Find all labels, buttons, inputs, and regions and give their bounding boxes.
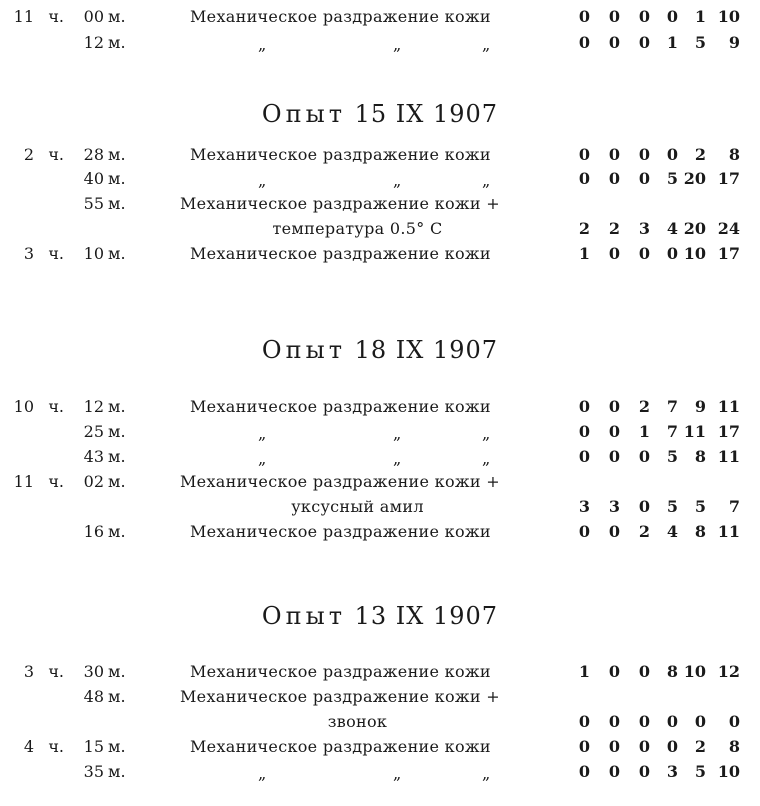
reading-value: 0 (578, 712, 590, 731)
hour-unit: ч. (48, 397, 64, 416)
ditto-mark: „ (482, 171, 491, 190)
reading-value: 0 (578, 762, 590, 781)
experiment-word: Опыт (261, 602, 346, 630)
reading-value: 8 (728, 145, 740, 164)
reading-value: 3 (608, 497, 620, 516)
ditto-mark: „ (482, 449, 491, 468)
minute-value: 02 (83, 472, 104, 491)
reading-value: 0 (638, 145, 650, 164)
reading-value: 3 (638, 219, 650, 238)
table-row (0, 446, 760, 468)
experiment-date: 13 IX 1907 (345, 602, 499, 630)
experiment-date: 15 IX 1907 (345, 100, 499, 128)
minute-value: 10 (83, 244, 104, 263)
ditto-mark: „ (258, 35, 267, 54)
table-row (0, 661, 760, 683)
minute-unit: м. (108, 687, 126, 706)
reading-value: 3 (578, 497, 590, 516)
table-row (0, 6, 760, 28)
table-row (0, 521, 760, 543)
minute-unit: м. (108, 662, 126, 681)
experiment-heading (0, 336, 760, 364)
minute-value: 28 (83, 145, 104, 164)
reading-value: 0 (638, 244, 650, 263)
minute-value: 35 (83, 762, 104, 781)
minute-unit: м. (108, 737, 126, 756)
hour-value: 2 (23, 145, 34, 164)
reading-value: 0 (666, 712, 678, 731)
minute-value: 15 (83, 737, 104, 756)
table-row (0, 144, 760, 166)
hour-value: 11 (13, 472, 34, 491)
reading-value: 0 (666, 244, 678, 263)
ditto-mark: „ (258, 424, 267, 443)
minute-unit: м. (108, 397, 126, 416)
hour-unit: ч. (48, 244, 64, 263)
ditto-mark: „ (258, 171, 267, 190)
ditto-mark: „ (258, 764, 267, 783)
reading-value: 0 (578, 33, 590, 52)
minute-unit: м. (108, 472, 126, 491)
stimulus-description: Механическое раздражение кожи + (180, 194, 500, 213)
minute-value: 55 (83, 194, 104, 213)
reading-value: 4 (666, 522, 678, 541)
ditto-mark: „ (482, 764, 491, 783)
minute-unit: м. (108, 145, 126, 164)
minute-value: 12 (83, 397, 104, 416)
hour-value: 10 (13, 397, 34, 416)
reading-value: 0 (608, 712, 620, 731)
reading-value: 24 (717, 219, 740, 238)
ditto-mark: „ (482, 35, 491, 54)
reading-value: 0 (666, 7, 678, 26)
hour-value: 11 (13, 7, 34, 26)
stimulus-description: температура 0.5° С (272, 219, 443, 238)
reading-value: 17 (717, 422, 740, 441)
experiment-heading (0, 100, 760, 128)
experiment-word: Опыт (261, 336, 346, 364)
reading-value: 0 (638, 447, 650, 466)
reading-value: 0 (578, 7, 590, 26)
reading-value: 2 (608, 219, 620, 238)
reading-value: 0 (578, 737, 590, 756)
minute-unit: м. (108, 169, 126, 188)
ditto-mark: „ (482, 424, 491, 443)
reading-value: 0 (728, 712, 740, 731)
ditto-mark: „ (393, 171, 402, 190)
ditto-mark: „ (393, 449, 402, 468)
reading-value: 0 (608, 145, 620, 164)
reading-value: 2 (638, 397, 650, 416)
stimulus-description: Механическое раздражение кожи (190, 145, 491, 164)
reading-value: 4 (666, 219, 678, 238)
stimulus-description: Механическое раздражение кожи (190, 397, 491, 416)
minute-unit: м. (108, 244, 126, 263)
reading-value: 11 (717, 522, 740, 541)
reading-value: 8 (666, 662, 678, 681)
reading-value: 0 (608, 762, 620, 781)
reading-value: 10 (717, 762, 740, 781)
reading-value: 0 (638, 762, 650, 781)
hour-value: 3 (23, 244, 34, 263)
minute-value: 48 (83, 687, 104, 706)
reading-value: 20 (683, 169, 706, 188)
reading-value: 2 (578, 219, 590, 238)
reading-value: 0 (578, 145, 590, 164)
reading-value: 0 (638, 169, 650, 188)
hour-unit: ч. (48, 7, 64, 26)
reading-value: 5 (666, 497, 678, 516)
table-row (0, 421, 760, 443)
reading-value: 17 (717, 244, 740, 263)
reading-value: 0 (608, 522, 620, 541)
reading-value: 1 (638, 422, 650, 441)
reading-value: 10 (683, 244, 706, 263)
minute-unit: м. (108, 33, 126, 52)
reading-value: 1 (578, 662, 590, 681)
minute-unit: м. (108, 194, 126, 213)
reading-value: 0 (608, 169, 620, 188)
reading-value: 5 (694, 33, 706, 52)
reading-value: 7 (666, 422, 678, 441)
stimulus-description: Механическое раздражение кожи (190, 244, 491, 263)
ditto-mark: „ (393, 424, 402, 443)
reading-value: 2 (638, 522, 650, 541)
minute-value: 40 (83, 169, 104, 188)
reading-value: 0 (694, 712, 706, 731)
hour-unit: ч. (48, 662, 64, 681)
ditto-mark: „ (393, 764, 402, 783)
reading-value: 0 (638, 497, 650, 516)
reading-value: 8 (728, 737, 740, 756)
minute-unit: м. (108, 447, 126, 466)
reading-value: 9 (728, 33, 740, 52)
reading-value: 0 (666, 145, 678, 164)
reading-value: 3 (666, 762, 678, 781)
stimulus-description: уксусный амил (291, 497, 424, 516)
reading-value: 12 (717, 662, 740, 681)
reading-value: 7 (666, 397, 678, 416)
reading-value: 0 (638, 712, 650, 731)
table-row (0, 471, 760, 493)
reading-value: 0 (578, 522, 590, 541)
table-row (0, 711, 760, 733)
hour-unit: ч. (48, 737, 64, 756)
stimulus-description: Механическое раздражение кожи + (180, 472, 500, 491)
table-row (0, 496, 760, 518)
table-row (0, 243, 760, 265)
reading-value: 10 (683, 662, 706, 681)
table-row (0, 736, 760, 758)
reading-value: 2 (694, 145, 706, 164)
reading-value: 0 (578, 397, 590, 416)
reading-value: 2 (694, 737, 706, 756)
reading-value: 11 (717, 397, 740, 416)
stimulus-description: Механическое раздражение кожи + (180, 687, 500, 706)
table-row (0, 193, 760, 215)
hour-unit: ч. (48, 145, 64, 164)
table-row (0, 396, 760, 418)
reading-value: 8 (694, 522, 706, 541)
reading-value: 0 (578, 169, 590, 188)
reading-value: 0 (608, 33, 620, 52)
reading-value: 1 (578, 244, 590, 263)
minute-value: 25 (83, 422, 104, 441)
ditto-mark: „ (393, 35, 402, 54)
ditto-mark: „ (258, 449, 267, 468)
reading-value: 11 (717, 447, 740, 466)
experiment-heading (0, 602, 760, 630)
reading-value: 5 (666, 447, 678, 466)
hour-value: 4 (23, 737, 34, 756)
reading-value: 7 (728, 497, 740, 516)
table-row (0, 218, 760, 240)
minute-unit: м. (108, 522, 126, 541)
reading-value: 10 (717, 7, 740, 26)
table-row (0, 686, 760, 708)
reading-value: 0 (608, 447, 620, 466)
reading-value: 0 (608, 737, 620, 756)
reading-value: 17 (717, 169, 740, 188)
minute-value: 12 (83, 33, 104, 52)
minute-value: 16 (83, 522, 104, 541)
table-row (0, 761, 760, 783)
hour-unit: ч. (48, 472, 64, 491)
reading-value: 5 (666, 169, 678, 188)
reading-value: 0 (638, 33, 650, 52)
reading-value: 0 (638, 662, 650, 681)
reading-value: 11 (683, 422, 706, 441)
minute-value: 43 (83, 447, 104, 466)
minute-unit: м. (108, 7, 126, 26)
reading-value: 9 (694, 397, 706, 416)
reading-value: 0 (608, 7, 620, 26)
stimulus-description: Механическое раздражение кожи (190, 737, 491, 756)
stimulus-description: звонок (327, 712, 388, 731)
reading-value: 1 (694, 7, 706, 26)
reading-value: 1 (666, 33, 678, 52)
stimulus-description: Механическое раздражение кожи (190, 662, 491, 681)
reading-value: 0 (578, 447, 590, 466)
stimulus-description: Механическое раздражение кожи (190, 522, 491, 541)
table-row (0, 32, 760, 54)
reading-value: 20 (683, 219, 706, 238)
minute-unit: м. (108, 422, 126, 441)
table-row (0, 168, 760, 190)
minute-value: 00 (83, 7, 104, 26)
reading-value: 0 (608, 662, 620, 681)
minute-value: 30 (83, 662, 104, 681)
reading-value: 0 (666, 737, 678, 756)
experiment-word: Опыт (261, 100, 346, 128)
reading-value: 8 (694, 447, 706, 466)
reading-value: 0 (578, 422, 590, 441)
reading-value: 5 (694, 762, 706, 781)
reading-value: 0 (638, 7, 650, 26)
reading-value: 0 (608, 244, 620, 263)
experiment-date: 18 IX 1907 (345, 336, 499, 364)
reading-value: 0 (608, 397, 620, 416)
stimulus-description: Механическое раздражение кожи (190, 7, 491, 26)
hour-value: 3 (23, 662, 34, 681)
reading-value: 5 (694, 497, 706, 516)
reading-value: 0 (638, 737, 650, 756)
reading-value: 0 (608, 422, 620, 441)
minute-unit: м. (108, 762, 126, 781)
